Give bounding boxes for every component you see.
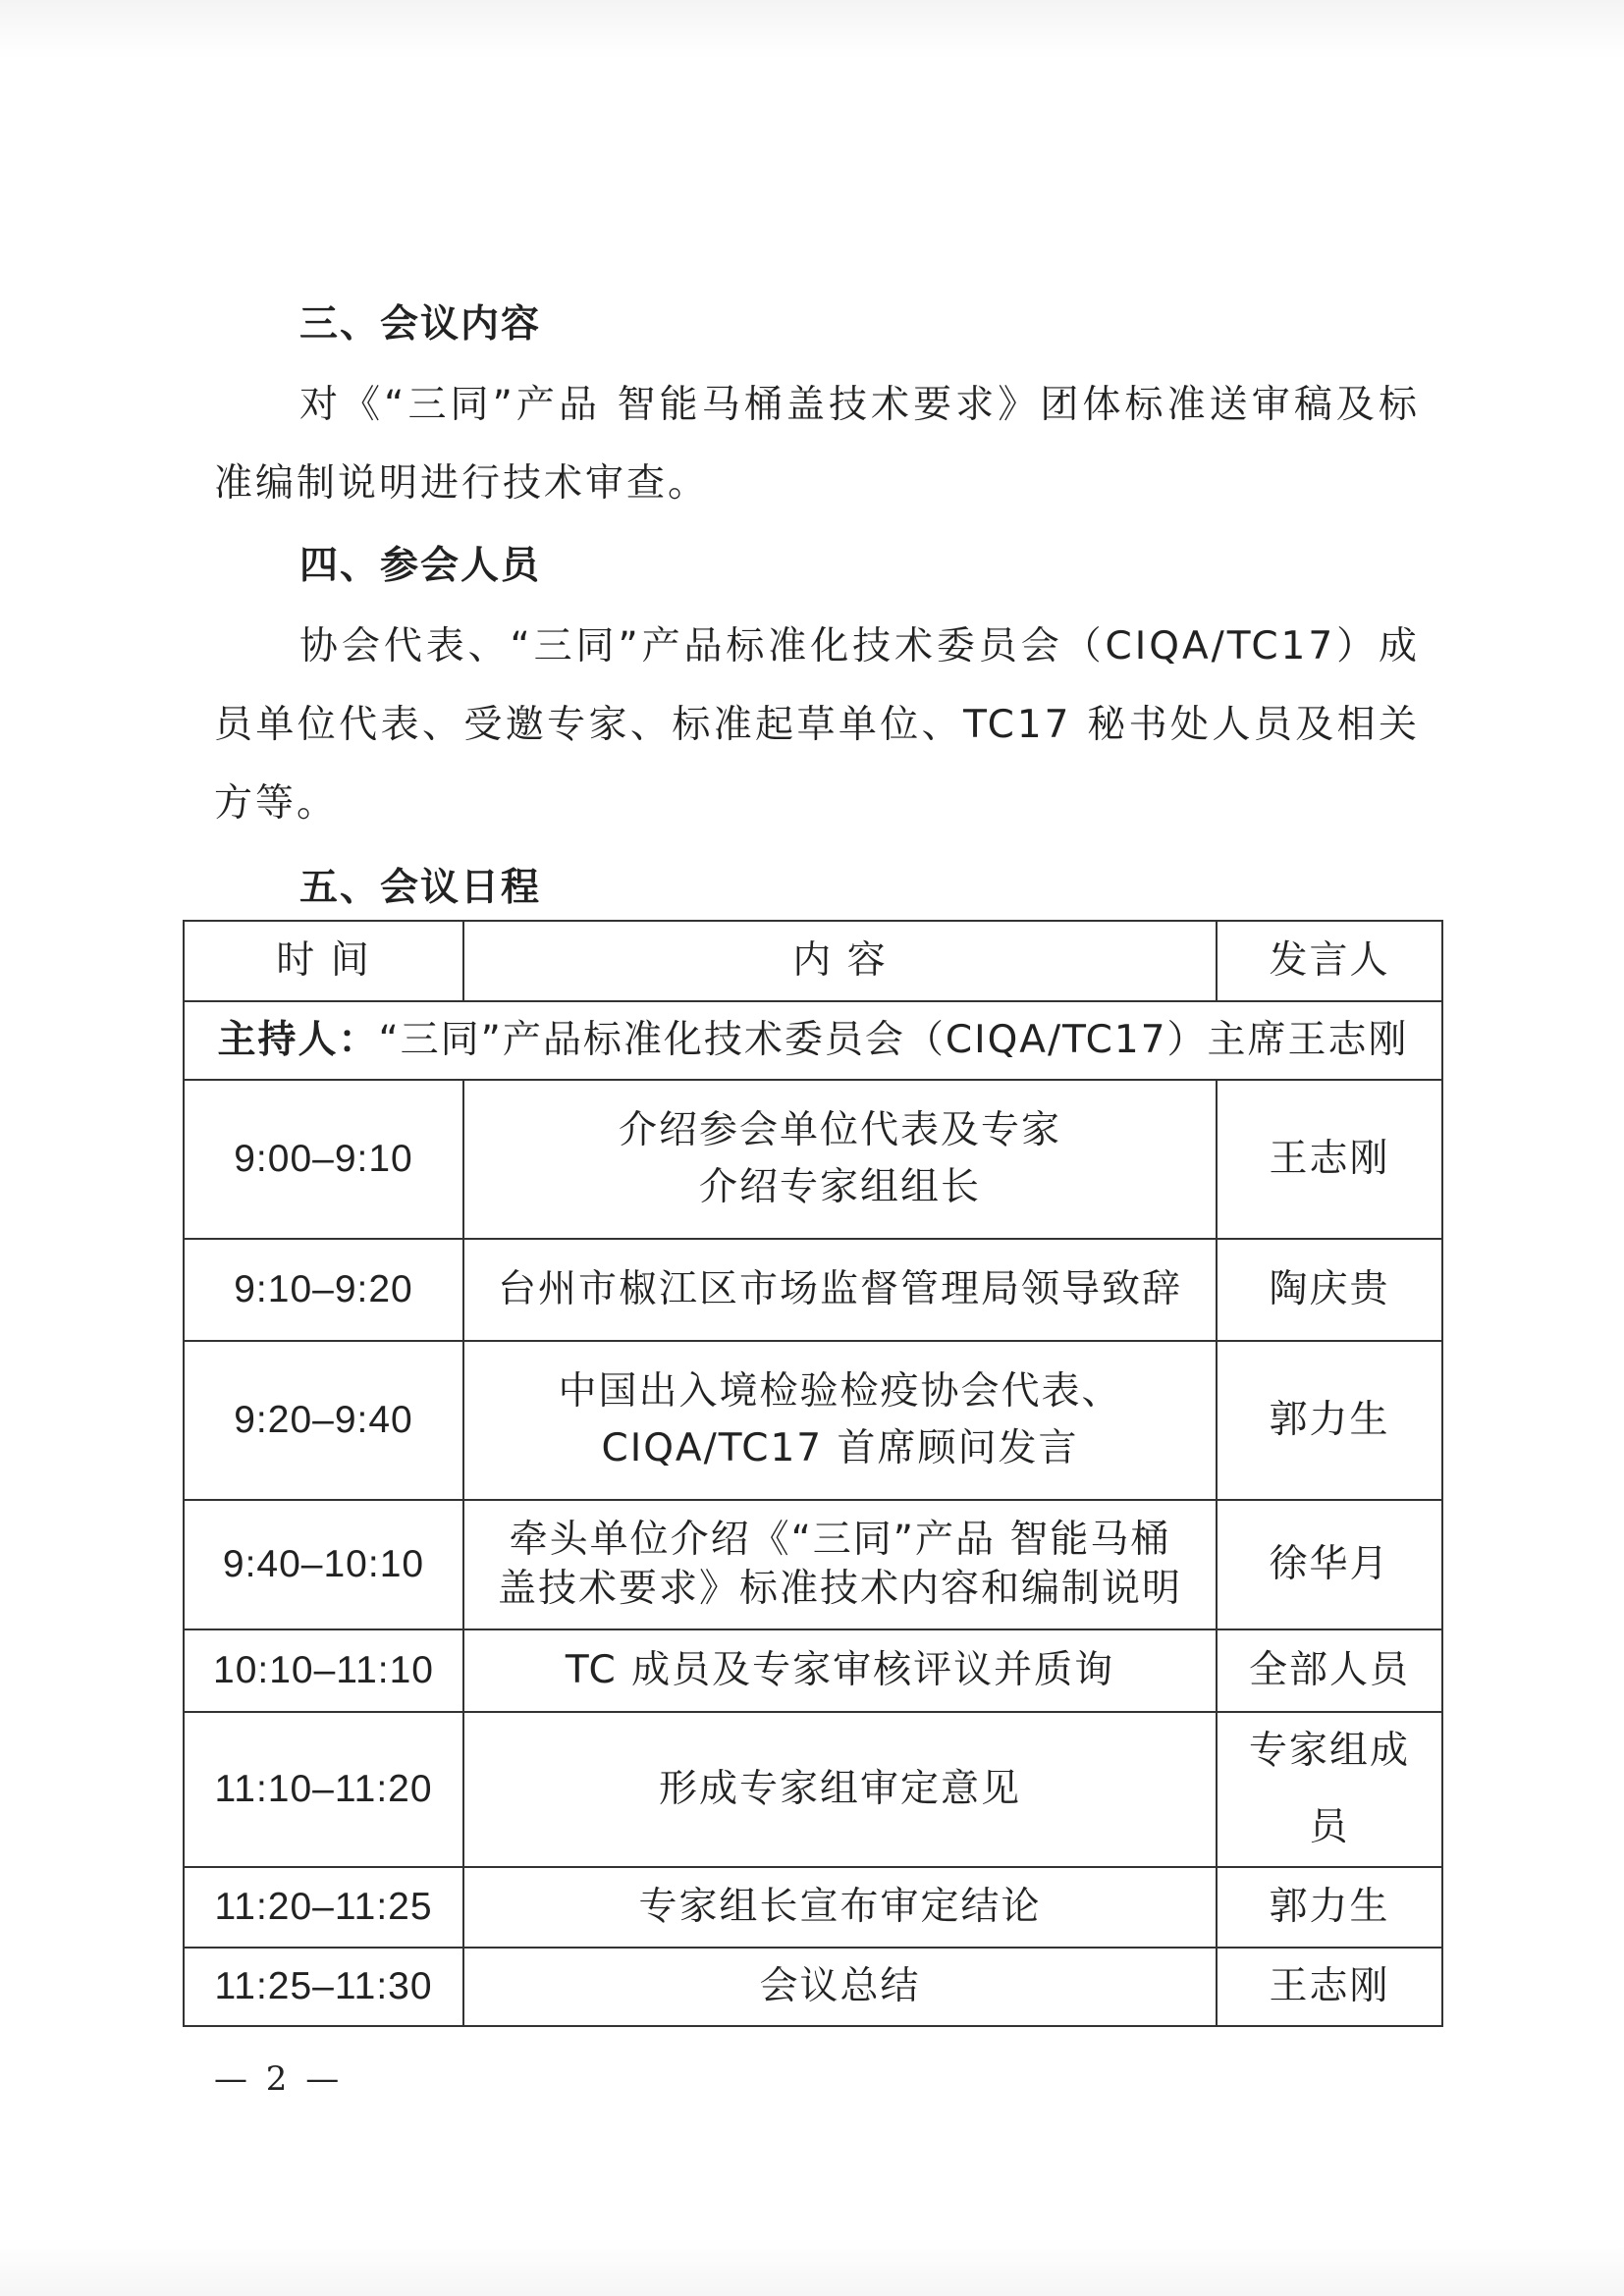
content-cell: [463, 1712, 1217, 1867]
content-cell: [463, 1239, 1217, 1341]
content-line: 专家组长宣布审定结论: [638, 1885, 1042, 1929]
section-body-attendees: 协会代表、“三同”产品标准化技术委员会（CIQA/TC17）成员单位代表、受邀专家、标准起草单位、TC17 秘书处人员及相关方等。: [214, 624, 1420, 826]
content-line: 会议总结: [759, 1964, 921, 2008]
time-cell: 11:10–11:20: [184, 1712, 463, 1867]
content-line: 牵头单位介绍《“三同”产品 智能马桶: [509, 1518, 1171, 1562]
content-line: 介绍参会单位代表及专家: [618, 1108, 1061, 1152]
speaker-cell: 全部人员: [1217, 1629, 1442, 1712]
time-cell: 9:20–9:40: [184, 1341, 463, 1500]
time-cell: 11:20–11:25: [184, 1867, 463, 1948]
schedule-table: [183, 920, 1443, 2027]
table-header-row: [184, 921, 1442, 1001]
table-row: [184, 1341, 1442, 1500]
content-cell: [463, 1500, 1217, 1629]
header-time: 时 间: [184, 921, 463, 1001]
time-cell: 9:10–9:20: [184, 1239, 463, 1341]
content-cell: [463, 1948, 1217, 2026]
table-row: [184, 1712, 1442, 1867]
time-cell: 9:00–9:10: [184, 1080, 463, 1239]
speaker-cell: 专家组成员: [1217, 1712, 1442, 1867]
content-line: 台州市椒江区市场监督管理局领导致辞: [497, 1267, 1182, 1311]
table-row: [184, 1629, 1442, 1712]
speaker-cell: 王志刚: [1217, 1080, 1442, 1239]
speaker-cell: 郭力生: [1217, 1341, 1442, 1500]
speaker-cell: 徐华月: [1217, 1500, 1442, 1629]
content-cell: [463, 1867, 1217, 1948]
speaker-cell: 王志刚: [1217, 1948, 1442, 2026]
table-row: [184, 1080, 1442, 1239]
section-heading-schedule: 五、会议日程: [299, 866, 542, 910]
section-heading-attendees: 四、参会人员: [299, 544, 542, 588]
content-line: 中国出入境检验检疫协会代表、: [558, 1369, 1122, 1414]
content-line: 介绍专家组组长: [698, 1165, 981, 1209]
speaker-cell: 郭力生: [1217, 1867, 1442, 1948]
content-line: TC 成员及专家审核评议并质询: [565, 1648, 1115, 1692]
table-row: [184, 1867, 1442, 1948]
content-cell: [463, 1341, 1217, 1500]
content-cell: [463, 1629, 1217, 1712]
content-line: 形成专家组审定意见: [658, 1767, 1021, 1811]
table-row: [184, 1239, 1442, 1341]
speaker-cell: 陶庆贵: [1217, 1239, 1442, 1341]
header-content: 内 容: [463, 921, 1217, 1001]
section-body-content: 对《“三同”产品 智能马桶盖技术要求》团体标准送审稿及标准编制说明进行技术审查。: [214, 383, 1420, 506]
time-cell: 10:10–11:10: [184, 1629, 463, 1712]
host-row: [184, 1001, 1442, 1080]
host-text: “三同”产品标准化技术委员会（CIQA/TC17）主席王志刚: [378, 1018, 1409, 1062]
host-cell: [184, 1001, 1442, 1080]
host-label: 主持人：: [217, 1018, 379, 1062]
time-cell: 11:25–11:30: [184, 1948, 463, 2026]
content-line: CIQA/TC17 首席顾问发言: [601, 1426, 1079, 1470]
table-row: [184, 1500, 1442, 1629]
page-number: — 2 —: [214, 2059, 344, 2099]
section-heading-content: 三、会议内容: [299, 302, 542, 347]
header-speaker: 发言人: [1217, 921, 1442, 1001]
content-cell: [463, 1080, 1217, 1239]
time-cell: 9:40–10:10: [184, 1500, 463, 1629]
table-row: [184, 1948, 1442, 2026]
content-line: 盖技术要求》标准技术内容和编制说明: [497, 1567, 1182, 1611]
